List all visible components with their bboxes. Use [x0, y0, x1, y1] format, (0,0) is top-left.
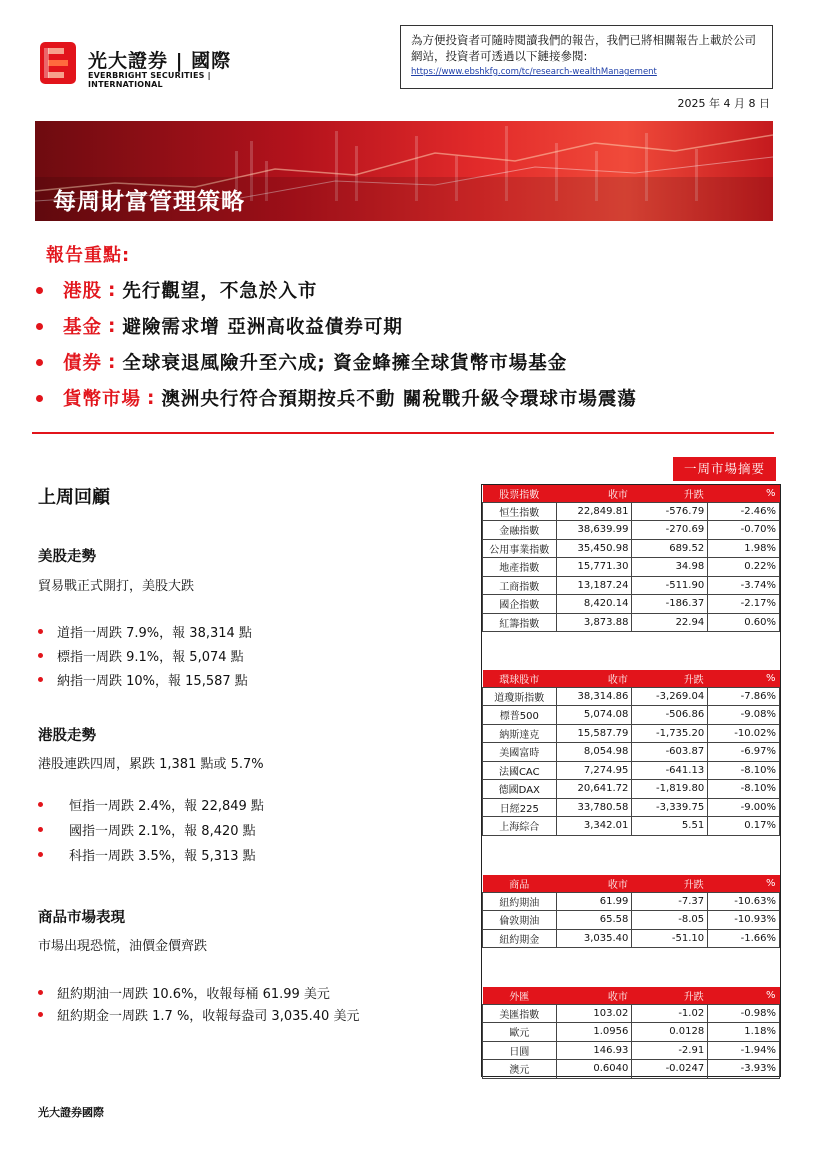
table-header-cell: 升跌 [632, 670, 708, 687]
table-cell: 5.51 [632, 817, 708, 836]
table-cell: -6.97% [708, 743, 780, 762]
highlight-text: 避險需求增 亞洲高收益債券可期 [122, 317, 403, 338]
table-cell: -1.66% [708, 929, 780, 948]
table-cell: -1.94% [708, 1041, 780, 1060]
us-bullet-1 [38, 622, 252, 641]
everbright-logo-icon [40, 42, 76, 84]
table-header-row [483, 670, 780, 687]
table-cell: 納斯達克 [483, 724, 557, 743]
table-row [483, 761, 780, 780]
table-cell: 8,054.98 [556, 743, 632, 762]
bullet-icon [36, 359, 43, 366]
table-cell: 0.0128 [632, 1023, 708, 1042]
table-row [483, 892, 780, 911]
table-cell: 美國富時 [483, 743, 557, 762]
table-row [483, 613, 780, 632]
table-cell: 國企指數 [483, 595, 557, 614]
commodity-title: 商品市場表現 [38, 910, 125, 926]
table-row [483, 687, 780, 706]
table-cell: -511.90 [632, 576, 708, 595]
table-cell: 61.99 [556, 892, 632, 911]
table-row [483, 539, 780, 558]
table-cell: -51.10 [632, 929, 708, 948]
highlights-title: 報告重點: [46, 245, 131, 266]
hk-stocks-title: 港股走勢 [38, 728, 96, 744]
bullet-text: 紐約期油一周跌 10.6%，收報每桶 61.99 美元 [57, 987, 330, 1002]
market-summary-panel [481, 484, 781, 1077]
report-access-notice [400, 25, 773, 89]
bullet-text: 科指一周跌 3.5%，報 5,313 點 [69, 849, 256, 864]
highlight-key: 基金 [63, 317, 103, 338]
review-title: 上周回顧 [38, 487, 110, 508]
bullet-icon [38, 802, 43, 807]
table-cell: 0.6040 [556, 1060, 632, 1079]
table-cell: -10.63% [708, 892, 780, 911]
table-header-cell: 升跌 [632, 875, 708, 892]
highlights-list [36, 272, 796, 416]
table-row [483, 798, 780, 817]
bullet-text: 道指一周跌 7.9%，報 38,314 點 [57, 626, 252, 641]
table-cell: 33,780.58 [556, 798, 632, 817]
footer-company-name: 光大證券國際 [38, 1106, 104, 1119]
commodity-desc: 市場出現恐慌，油價金價齊跌 [38, 939, 208, 954]
bullet-icon [36, 323, 43, 330]
table-cell: 上海綜合 [483, 817, 557, 836]
table-cell: 歐元 [483, 1023, 557, 1042]
table-row [483, 558, 780, 577]
strategy-banner [35, 121, 773, 221]
table-cell: -1.02 [632, 1004, 708, 1023]
table-cell: -2.17% [708, 595, 780, 614]
table-header-cell: % [708, 987, 780, 1004]
table-cell: -1,819.80 [632, 780, 708, 799]
table-row [483, 521, 780, 540]
hk-bullet-2 [38, 820, 256, 839]
logo-english-name: EVERBRIGHT SECURITIES | INTERNATIONAL [88, 71, 211, 89]
bullet-icon [38, 827, 43, 832]
table-header-cell: 收市 [556, 670, 632, 687]
highlight-item-funds [36, 308, 796, 344]
table-cell: -8.05 [632, 911, 708, 930]
table-cell: 38,314.86 [556, 687, 632, 706]
table-cell: 7,274.95 [556, 761, 632, 780]
market-table-commodities [482, 875, 780, 948]
table-cell: 20,641.72 [556, 780, 632, 799]
table-cell: -9.00% [708, 798, 780, 817]
table-header-cell: 升跌 [632, 987, 708, 1004]
table-cell: 5,074.08 [556, 706, 632, 725]
table-header-cell: % [708, 485, 780, 502]
table-cell: -3,339.75 [632, 798, 708, 817]
bullet-icon [38, 990, 43, 995]
us-bullet-3 [38, 670, 248, 689]
table-row [483, 576, 780, 595]
logo-chinese-name: 光大證券 | 國際 [88, 50, 232, 72]
highlight-separator: : [108, 315, 117, 337]
table-cell: 紐約期油 [483, 892, 557, 911]
table-cell: 恒生指數 [483, 502, 557, 521]
highlight-key: 港股 [63, 281, 103, 302]
table-row [483, 1023, 780, 1042]
table-cell: -3.93% [708, 1060, 780, 1079]
table-row [483, 1041, 780, 1060]
highlight-key: 貨幣市場 [63, 389, 142, 410]
table-cell: -0.70% [708, 521, 780, 540]
table-cell: 146.93 [556, 1041, 632, 1060]
table-header-row [483, 485, 780, 502]
table-row [483, 817, 780, 836]
hk-bullet-1 [38, 795, 264, 814]
table-cell: 紐約期金 [483, 929, 557, 948]
table-cell: 38,639.99 [556, 521, 632, 540]
table-cell: 日圓 [483, 1041, 557, 1060]
table-cell: 22.94 [632, 613, 708, 632]
highlight-text: 先行觀望，不急於入市 [122, 281, 318, 302]
table-cell: -0.98% [708, 1004, 780, 1023]
highlight-item-bonds [36, 344, 796, 380]
table-cell: -270.69 [632, 521, 708, 540]
table-cell: 0.17% [708, 817, 780, 836]
table-cell: 34.98 [632, 558, 708, 577]
table-row [483, 780, 780, 799]
table-row [483, 595, 780, 614]
table-cell: 金融指數 [483, 521, 557, 540]
table-cell: -7.86% [708, 687, 780, 706]
table-cell: 1.0956 [556, 1023, 632, 1042]
highlight-text: 澳洲央行符合預期按兵不動 關稅戰升級令環球市場震蕩 [161, 389, 637, 410]
bullet-text: 標指一周跌 9.1%，報 5,074 點 [57, 650, 244, 665]
highlight-item-money-market [36, 380, 796, 416]
table-header-cell: 收市 [556, 987, 632, 1004]
table-cell: 0.22% [708, 558, 780, 577]
table-cell: -10.93% [708, 911, 780, 930]
table-cell: 公用事業指數 [483, 539, 557, 558]
table-header-cell: 環球股市 [483, 670, 557, 687]
table-cell: 15,771.30 [556, 558, 632, 577]
table-cell: 紅籌指數 [483, 613, 557, 632]
highlight-key: 債券 [63, 353, 103, 374]
table-header-cell: % [708, 670, 780, 687]
table-cell: 3,873.88 [556, 613, 632, 632]
highlight-text: 全球衰退風險升至六成; 資金蜂擁全球貨幣市場基金 [122, 353, 568, 374]
hk-stocks-desc: 港股連跌四周，累跌 1,381 點或 5.7% [38, 757, 264, 772]
table-cell: 日經225 [483, 798, 557, 817]
table-cell: 0.60% [708, 613, 780, 632]
hk-bullet-3 [38, 845, 256, 864]
bullet-icon [36, 395, 43, 402]
notice-text: 為方便投資者可隨時閱讀我們的報告，我們已將相關報告上載於公司網站，投資者可透過以下鏈接參閱: [411, 33, 756, 63]
bullet-icon [36, 287, 43, 294]
us-stocks-title: 美股走勢 [38, 549, 96, 565]
table-header-cell: 外匯 [483, 987, 557, 1004]
table-cell: -2.46% [708, 502, 780, 521]
bullet-text: 納指一周跌 10%，報 15,587 點 [57, 674, 248, 689]
bullet-icon [38, 852, 43, 857]
table-cell: 法國CAC [483, 761, 557, 780]
table-cell: 德國DAX [483, 780, 557, 799]
bullet-text: 紐約期金一周跌 1.7 %，收報每盎司 3,035.40 美元 [57, 1009, 360, 1024]
table-cell: 13,187.24 [556, 576, 632, 595]
us-bullet-2 [38, 646, 244, 665]
highlight-item-hk-stocks [36, 272, 796, 308]
table-cell: 3,342.01 [556, 817, 632, 836]
bullet-text: 恒指一周跌 2.4%，報 22,849 點 [69, 799, 264, 814]
table-cell: 道瓊斯指數 [483, 687, 557, 706]
table-cell: -506.86 [632, 706, 708, 725]
commodity-bullet-1 [38, 983, 330, 1002]
bullet-icon [38, 629, 43, 634]
table-cell: 1.98% [708, 539, 780, 558]
market-summary-badge: 一周市場摘要 [673, 457, 776, 481]
company-logo [40, 42, 280, 89]
table-row [483, 502, 780, 521]
table-row [483, 929, 780, 948]
table-cell: 美匯指數 [483, 1004, 557, 1023]
table-cell: 35,450.98 [556, 539, 632, 558]
table-cell: -186.37 [632, 595, 708, 614]
table-header-row [483, 987, 780, 1004]
table-cell: 3,035.40 [556, 929, 632, 948]
table-cell: 1.18% [708, 1023, 780, 1042]
table-cell: -8.10% [708, 761, 780, 780]
table-cell: -3.74% [708, 576, 780, 595]
table-cell: 工商指數 [483, 576, 557, 595]
table-row [483, 1060, 780, 1079]
section-divider [32, 432, 774, 434]
table-cell: 澳元 [483, 1060, 557, 1079]
table-row [483, 706, 780, 725]
bullet-icon [38, 1012, 43, 1017]
table-cell: -7.37 [632, 892, 708, 911]
bullet-icon [38, 677, 43, 682]
bullet-text: 國指一周跌 2.1%，報 8,420 點 [69, 824, 256, 839]
table-row [483, 1004, 780, 1023]
table-cell: -10.02% [708, 724, 780, 743]
table-cell: -1,735.20 [632, 724, 708, 743]
table-header-row [483, 875, 780, 892]
us-stocks-desc: 貿易戰正式開打，美股大跌 [38, 579, 195, 594]
table-header-cell: 收市 [556, 485, 632, 502]
table-cell: 15,587.79 [556, 724, 632, 743]
table-row [483, 724, 780, 743]
table-cell: -576.79 [632, 502, 708, 521]
table-header-cell: 升跌 [632, 485, 708, 502]
table-cell: 地產指數 [483, 558, 557, 577]
commodity-bullet-2 [38, 1005, 359, 1024]
table-cell: 標普500 [483, 706, 557, 725]
highlight-separator: : [108, 279, 117, 301]
table-cell: -0.0247 [632, 1060, 708, 1079]
market-table-global-stocks [482, 670, 780, 836]
highlight-separator: : [108, 351, 117, 373]
table-cell: -641.13 [632, 761, 708, 780]
table-cell: 689.52 [632, 539, 708, 558]
highlight-separator: : [147, 387, 156, 409]
table-header-cell: 商品 [483, 875, 557, 892]
table-cell: -603.87 [632, 743, 708, 762]
table-row [483, 911, 780, 930]
table-cell: -3,269.04 [632, 687, 708, 706]
table-cell: 22,849.81 [556, 502, 632, 521]
table-cell: -8.10% [708, 780, 780, 799]
bullet-icon [38, 653, 43, 658]
table-cell: 8,420.14 [556, 595, 632, 614]
report-date: 2025 年 4 月 8 日 [677, 97, 770, 110]
table-cell: 倫敦期油 [483, 911, 557, 930]
table-header-cell: 股票指數 [483, 485, 557, 502]
table-header-cell: % [708, 875, 780, 892]
banner-title: 每周財富管理策略 [53, 189, 245, 215]
table-header-cell: 收市 [556, 875, 632, 892]
table-cell: 65.58 [556, 911, 632, 930]
table-row [483, 743, 780, 762]
table-cell: -9.08% [708, 706, 780, 725]
table-cell: -2.91 [632, 1041, 708, 1060]
market-table-forex [482, 987, 780, 1079]
table-cell: 103.02 [556, 1004, 632, 1023]
research-website-link[interactable]: https://www.ebshkfg.com/tc/research-wealthManagement [411, 67, 657, 77]
market-table-hk-indices [482, 485, 780, 632]
